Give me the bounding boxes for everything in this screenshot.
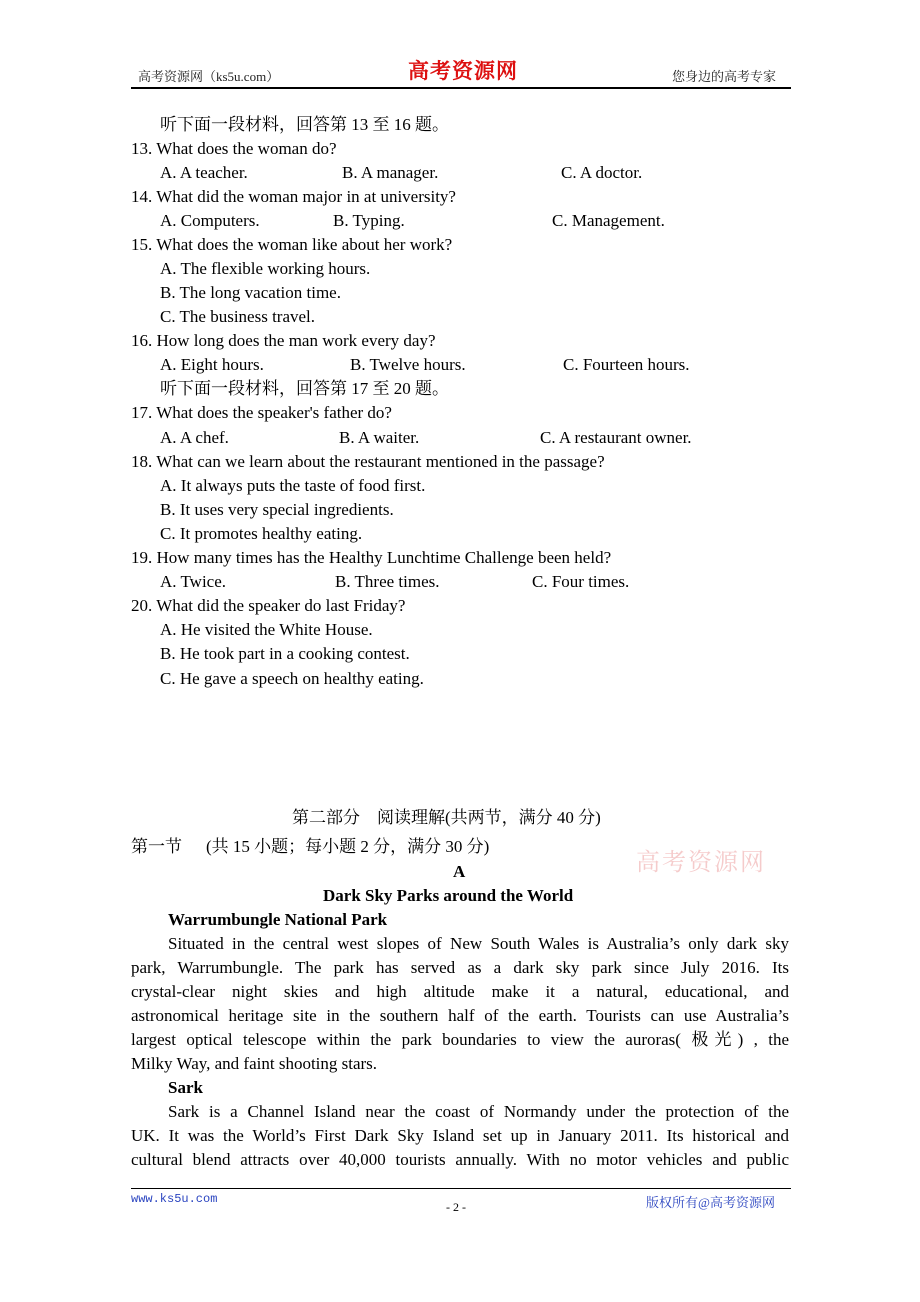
question-18-option-a: A. It always puts the taste of food first. [160,476,426,495]
question-17-option-c: C. A restaurant owner. [540,428,692,447]
question-18-option-c: C. It promotes healthy eating. [160,524,363,543]
question-13-stem: 13. What does the woman do? [131,139,337,158]
question-13-option-c: C. A doctor. [561,163,643,182]
park-1-line-4: astronomical heritage site in the southern half of the earth. Tourists can use Australia’s [131,1006,789,1025]
question-15-option-b: B. The long vacation time. [160,283,341,302]
park-2-line-3: cultural blend attracts over 40,000 tourists annually. With no motor vehicles and public [131,1150,789,1169]
question-14-option-c: C. Management. [552,211,665,230]
header-slogan: 您身边的高考专家 [672,69,777,84]
header-site-name: 高考资源网（ks5u.com） [138,69,280,84]
question-19-stem: 19. How many times has the Healthy Lunchtime Challenge been held? [131,548,612,567]
park-2-line-2: UK. It was the World’s First Dark Sky Island set up in January 2011. Its historical and [131,1126,789,1145]
page-number: - 2 - [446,1200,466,1214]
question-19-option-b: B. Three times. [335,572,440,591]
watermark-stamp: 高考资源网 [636,850,766,876]
park-1-line-5: largest optical telescope within the park boundaries to view the auroras( 极光) , the [131,1030,789,1049]
question-16-stem: 16. How long does the man work every day? [131,331,436,350]
passage-letter: A [453,862,466,881]
question-14-option-a: A. Computers. [160,211,260,230]
section-one-label: 第一节 [131,837,182,856]
question-19-option-c: C. Four times. [532,572,630,591]
question-15-option-a: A. The flexible working hours. [160,259,371,278]
park-2-line-1: Sark is a Channel Island near the coast of Normandy under the protection of the [168,1102,789,1121]
question-20-option-c: C. He gave a speech on healthy eating. [160,669,424,688]
section-one-info: (共 15 小题；每小题 2 分，满分 30 分) [206,837,490,856]
question-15-option-c: C. The business travel. [160,307,316,326]
question-13-option-b: B. A manager. [342,163,439,182]
park-1-line-6: Milky Way, and faint shooting stars. [131,1054,378,1073]
park-1-line-3: crystal-clear night skies and high altitude make it a natural, educational, and [131,982,789,1001]
question-18-stem: 18. What can we learn about the restaurant mentioned in the passage? [131,452,605,471]
park-1-title: Warrumbungle National Park [168,910,388,929]
park-1-line-1: Situated in the central west slopes of New South Wales is Australia’s only dark sky [168,934,789,953]
question-14-option-b: B. Typing. [333,211,405,230]
instruction-17-20: 听下面一段材料，回答第 17 至 20 题。 [160,379,449,398]
question-20-option-b: B. He took part in a cooking contest. [160,644,410,663]
question-14-stem: 14. What did the woman major in at university? [131,187,456,206]
instruction-13-16: 听下面一段材料，回答第 13 至 16 题。 [160,115,449,134]
footer-site-link[interactable]: www.ks5u.com [131,1192,218,1206]
question-17-option-a: A. A chef. [160,428,229,447]
park-1-line-2: park, Warrumbungle. The park has served as a dark sky park since July 2016. Its [131,958,789,977]
question-16-option-a: A. Eight hours. [160,355,264,374]
question-20-option-a: A. He visited the White House. [160,620,373,639]
question-13-option-a: A. A teacher. [160,163,248,182]
question-17-option-b: B. A waiter. [339,428,420,447]
passage-title: Dark Sky Parks around the World [323,886,574,905]
question-16-option-c: C. Fourteen hours. [563,355,690,374]
part-two-title: 第二部分 阅读理解(共两节，满分 40 分) [292,808,601,827]
question-19-option-a: A. Twice. [160,572,227,591]
header-divider [131,87,791,89]
header-logo: 高考资源网 [408,59,518,83]
question-16-option-b: B. Twelve hours. [350,355,466,374]
footer-divider [131,1188,791,1189]
park-2-title: Sark [168,1078,203,1097]
question-17-stem: 17. What does the speaker's father do? [131,403,392,422]
question-18-option-b: B. It uses very special ingredients. [160,500,394,519]
question-20-stem: 20. What did the speaker do last Friday? [131,596,406,615]
footer-copyright: 版权所有@高考资源网 [646,1195,775,1210]
question-15-stem: 15. What does the woman like about her work? [131,235,453,254]
